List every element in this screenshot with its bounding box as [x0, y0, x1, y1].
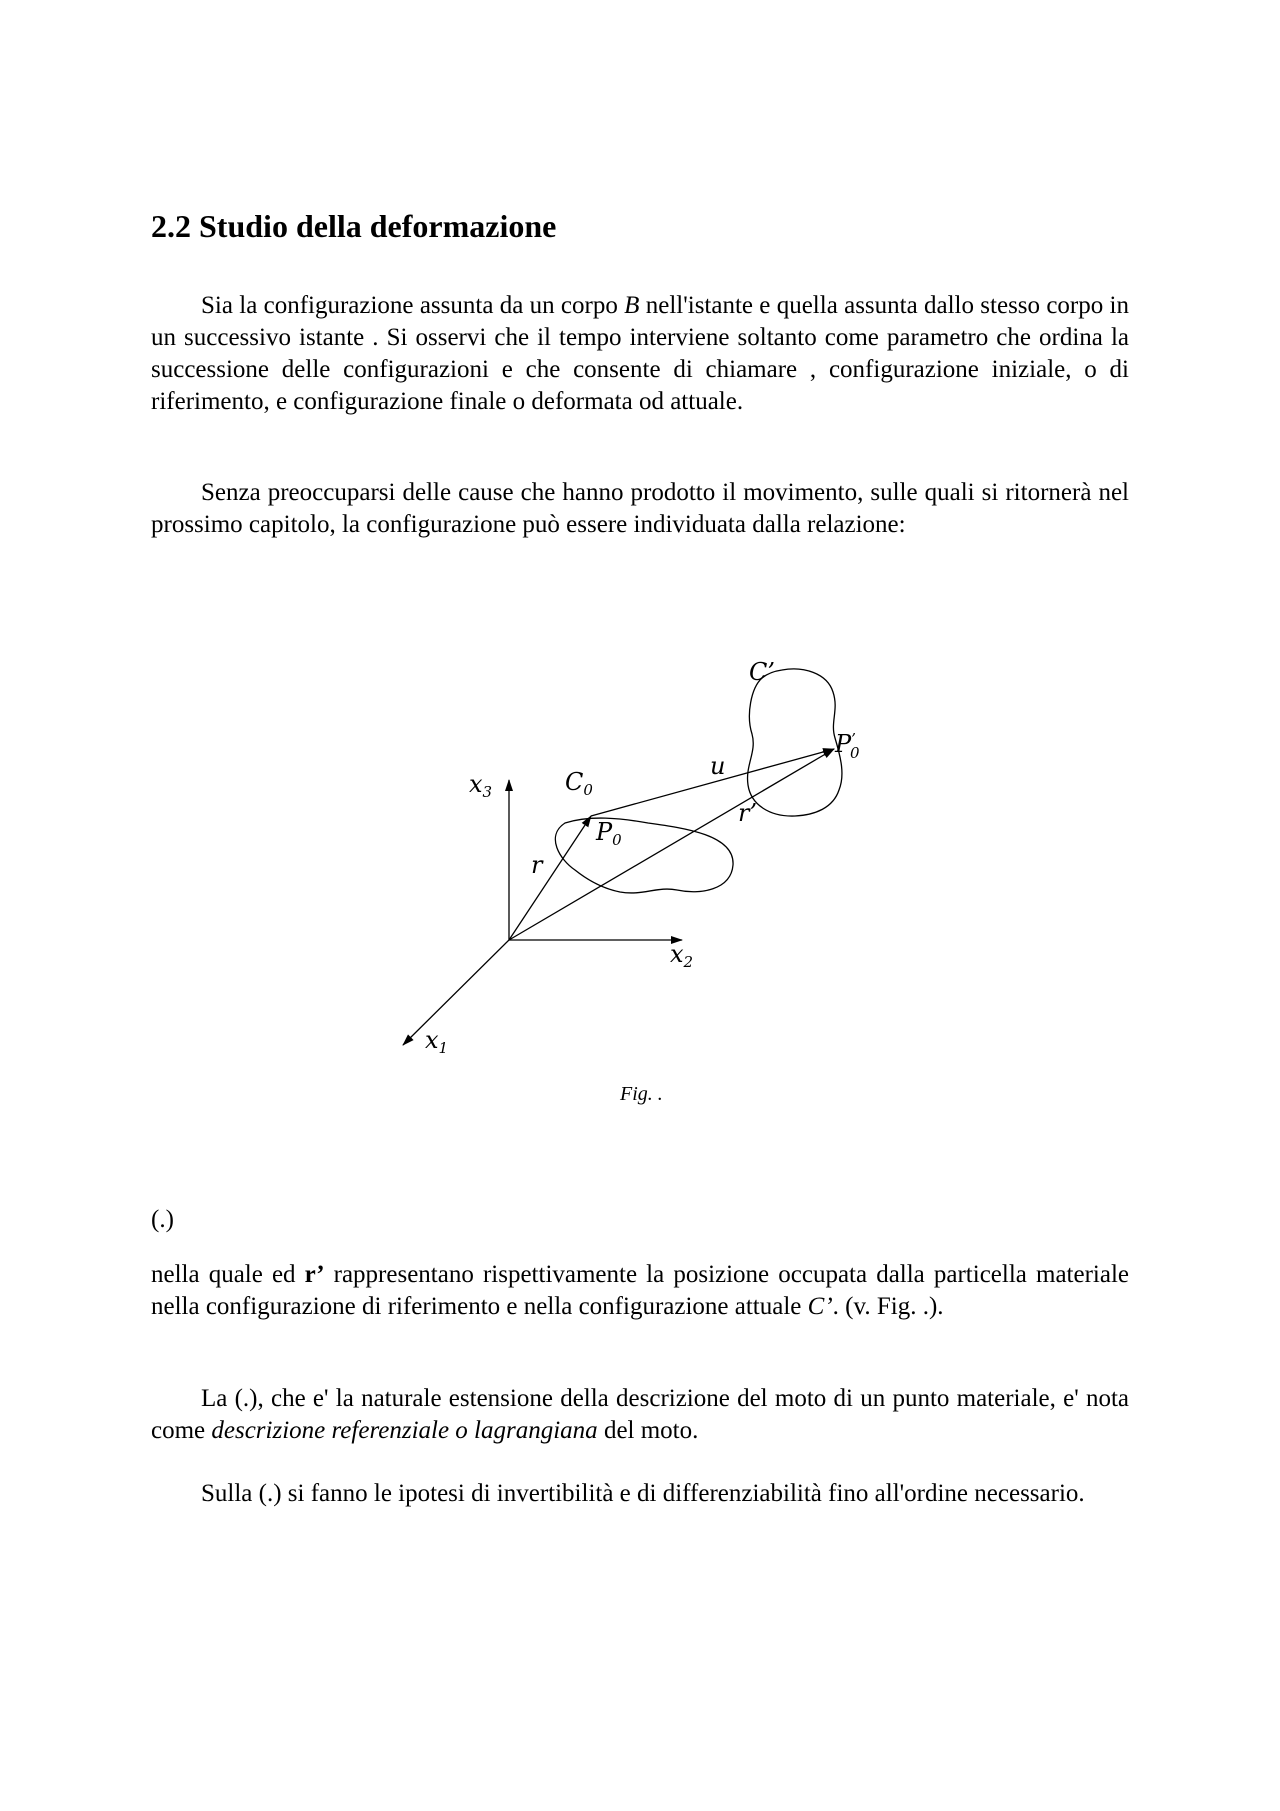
label-p0-prime-sup: ’ — [851, 730, 856, 748]
vector-r-prime — [509, 749, 834, 940]
label-x3-base: x — [469, 770, 483, 798]
label-x2 — [670, 940, 693, 971]
label-x3 — [469, 770, 492, 801]
deformation-diagram — [395, 640, 895, 1070]
label-x2-base: x — [670, 940, 684, 968]
label-u: u — [710, 752, 726, 780]
label-p0-prime-sub: 0 — [849, 744, 860, 762]
label-x1-base: x — [425, 1026, 439, 1054]
paragraph-position — [151, 1259, 1129, 1323]
label-c0 — [565, 768, 593, 799]
p3-c-prime: C’ — [807, 1293, 833, 1320]
label-c-prime: C’ — [749, 658, 775, 686]
p3-text-a: nella quale ed — [151, 1261, 305, 1288]
label-x1-sub: 1 — [438, 1039, 449, 1057]
p3-text-e: . (v. Fig. .). — [832, 1293, 944, 1320]
equation-label: (.) — [151, 1206, 174, 1233]
p3-text-c: rappresentano rispettivamente la posizione occupata dalla particella materiale nella configurazione di riferimento e nella configurazione attuale — [151, 1261, 1129, 1320]
label-p0-prime — [834, 730, 860, 762]
paragraph-hypotheses: Sulla (.) si fanno le ipotesi di invertibilità e di differenziabilità fino all'ordine necessario. — [201, 1480, 1085, 1507]
label-x1 — [425, 1026, 448, 1057]
p4-term: descrizione referenziale o lagrangiana — [211, 1417, 598, 1444]
figure-caption: Fig. . — [620, 1083, 663, 1105]
deformation-figure — [395, 640, 895, 1070]
label-r-prime: r’ — [738, 799, 758, 827]
label-p0-base: P — [596, 818, 613, 846]
label-r: r — [531, 851, 543, 879]
section-heading: 2.2 Studio della deformazione — [151, 208, 557, 244]
paragraph-lagrangian — [151, 1383, 1129, 1447]
label-p0-prime-base: P — [835, 730, 852, 758]
p1-text-a: Sia la configurazione assunta da un corpo — [201, 292, 625, 319]
label-p0 — [595, 818, 622, 849]
p4-text-c: del moto. — [597, 1417, 699, 1444]
paragraph-movement: Senza preoccuparsi delle cause che hanno prodotto il movimento, sulle quali si ritornerà nel prossimo capitolo, la configurazione può essere individuata dalla relazione: — [151, 479, 1129, 538]
label-c0-sub: 0 — [583, 781, 593, 799]
current-configuration-region — [748, 669, 842, 816]
p1-text-c: nell'istante e quella assunta dallo stesso corpo in un successivo istante . Si osservi che il tempo interviene soltanto come parametro che ordina la successione delle configurazioni e che consente di chiamare , configurazione iniziale, o di riferimento, e configurazione finale o deformata od attuale. — [151, 292, 1129, 415]
axis-x1 — [403, 940, 509, 1045]
label-x3-sub: 3 — [482, 783, 493, 801]
paragraph-configuration — [151, 290, 1129, 418]
label-x2-sub: 2 — [683, 953, 694, 971]
label-c0-base: C — [565, 768, 584, 796]
p3-r-prime: r’ — [304, 1261, 325, 1288]
p4-text-a: La (.), che e' la naturale estensione della descrizione del moto di un punto materiale, e' nota come — [151, 1385, 1129, 1444]
label-p0-sub: 0 — [612, 831, 622, 849]
vector-r — [509, 816, 591, 940]
p1-body-symbol: B — [624, 292, 640, 319]
